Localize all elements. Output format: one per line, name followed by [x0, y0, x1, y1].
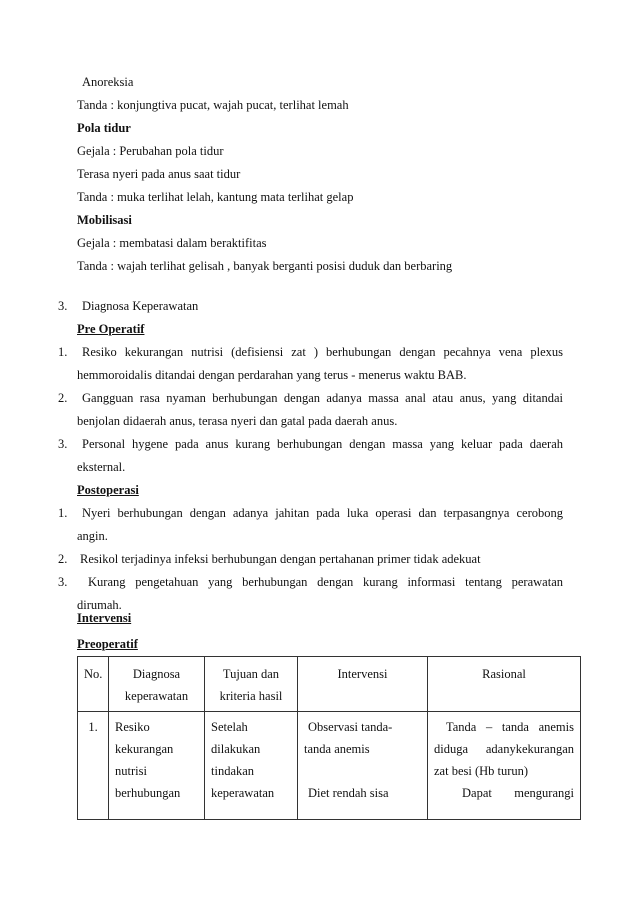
word: adanykekurangan	[485, 742, 574, 756]
line-tanda-wajah: Tanda : wajah terlihat gelisah , banyak berganti posisi duduk dan berbaring	[77, 259, 453, 273]
word: Dapat	[462, 786, 492, 800]
pre-item-1-line2: hemmoroidalis ditandai dengan perdarahan yang terus - menerus waktu BAB.	[77, 368, 467, 382]
row1-rasional-line1	[434, 716, 574, 738]
row1-rasional-line3: zat besi (Hb turun)	[434, 764, 529, 778]
pre-item-2-line2: benjolan didaerah anus, terasa nyeri dan gatal pada daerah anus.	[77, 414, 398, 428]
row1-diag-line1: Resiko	[115, 720, 150, 734]
row1-no: 1.	[88, 720, 98, 734]
post-item-1-number: 1.	[58, 506, 68, 520]
table-row	[78, 712, 581, 820]
line-terasa-nyeri: Terasa nyeri pada anus saat tidur	[77, 167, 241, 181]
post-item-3-line1: Kurang pengetahuan yang berhubungan dengan kurang informasi tentang perawatan	[88, 575, 563, 589]
header-tujuan-line2: kriteria hasil	[219, 689, 283, 703]
pre-item-3-line1: Personal hygene pada anus kurang berhubungan dengan massa yang keluar pada daerah	[82, 437, 563, 451]
word: tanda	[501, 720, 529, 734]
row1-tujuan-line4: keperawatan	[211, 786, 275, 800]
row1-intervensi-cell	[298, 712, 428, 820]
heading-preoperatif: Preoperatif	[77, 637, 138, 651]
word: mengurangi	[514, 786, 574, 800]
header-diagnosa-line1: Diagnosa	[132, 667, 181, 681]
post-item-1-line1: Nyeri berhubungan dengan adanya jahitan pada luka operasi dan terpasangnya cerobong	[82, 506, 563, 520]
header-diagnosa-line2: keperawatan	[124, 689, 189, 703]
row1-diagnosa-cell	[109, 712, 205, 820]
pre-item-1-line1: Resiko kekurangan nutrisi (defisiensi zat ) berhubungan dengan pecahnya vena plexus	[82, 345, 563, 359]
row1-tujuan-cell	[205, 712, 298, 820]
header-rasional	[428, 657, 581, 712]
row1-interv-line1: Observasi tanda-	[308, 720, 393, 734]
row1-tujuan-line1: Setelah	[211, 720, 248, 734]
post-item-3-line2: dirumah.	[77, 598, 122, 612]
row1-no-cell	[78, 712, 109, 820]
word: Tanda	[446, 720, 477, 734]
row1-rasional-cell	[428, 712, 581, 820]
header-no-label: No.	[84, 667, 103, 681]
heading-pola-tidur: Pola tidur	[77, 121, 131, 135]
heading-intervensi: Intervensi	[77, 611, 132, 625]
word: –	[485, 720, 493, 734]
header-tujuan-line1: Tujuan dan	[222, 667, 280, 681]
row1-diag-line4: berhubungan	[115, 786, 181, 800]
intervensi-table	[77, 656, 581, 820]
row1-rasional-line2	[434, 738, 574, 760]
header-diagnosa	[109, 657, 205, 712]
line-tanda-muka: Tanda : muka terlihat lelah, kantung mata terlihat gelap	[77, 190, 354, 204]
post-item-3-number: 3.	[58, 575, 68, 589]
row1-interv-line3: Diet rendah sisa	[308, 786, 389, 800]
section-title-diagnosa: Diagnosa Keperawatan	[82, 299, 199, 313]
row1-diag-line3: nutrisi	[115, 764, 147, 778]
heading-postoperasi: Postoperasi	[77, 483, 139, 497]
header-intervensi-label: Intervensi	[337, 667, 388, 681]
line-anoreksia: Anoreksia	[82, 75, 134, 89]
row1-interv-line2: tanda anemis	[304, 742, 370, 756]
pre-item-2-line1: Gangguan rasa nyaman berhubungan dengan adanya massa anal atau anus, yang ditandai	[82, 391, 563, 405]
post-item-2-number: 2.	[58, 552, 68, 566]
line-tanda-konjungtiva: Tanda : konjungtiva pucat, wajah pucat, terlihat lemah	[77, 98, 349, 112]
word: diduga	[434, 742, 469, 756]
row1-tujuan-line3: tindakan	[211, 764, 255, 778]
word: anemis	[538, 720, 574, 734]
header-no	[78, 657, 109, 712]
heading-pre-operatif: Pre Operatif	[77, 322, 145, 336]
pre-item-1-number: 1.	[58, 345, 68, 359]
table-header-row	[78, 657, 581, 712]
row1-rasional-line4	[434, 782, 574, 804]
row1-diag-line2: kekurangan	[115, 742, 174, 756]
post-item-2-line1: Resikol terjadinya infeksi berhubungan dengan pertahanan primer tidak adekuat	[80, 552, 481, 566]
post-item-1-line2: angin.	[77, 529, 108, 543]
header-intervensi	[298, 657, 428, 712]
line-gejala-pola-tidur: Gejala : Perubahan pola tidur	[77, 144, 224, 158]
header-rasional-label: Rasional	[482, 667, 526, 681]
pre-item-3-number: 3.	[58, 437, 68, 451]
heading-mobilisasi: Mobilisasi	[77, 213, 132, 227]
header-tujuan	[205, 657, 298, 712]
row1-tujuan-line2: dilakukan	[211, 742, 261, 756]
line-gejala-mobilisasi: Gejala : membatasi dalam beraktifitas	[77, 236, 267, 250]
pre-item-3-line2: eksternal.	[77, 460, 126, 474]
pre-item-2-number: 2.	[58, 391, 68, 405]
section-number: 3.	[58, 299, 68, 313]
